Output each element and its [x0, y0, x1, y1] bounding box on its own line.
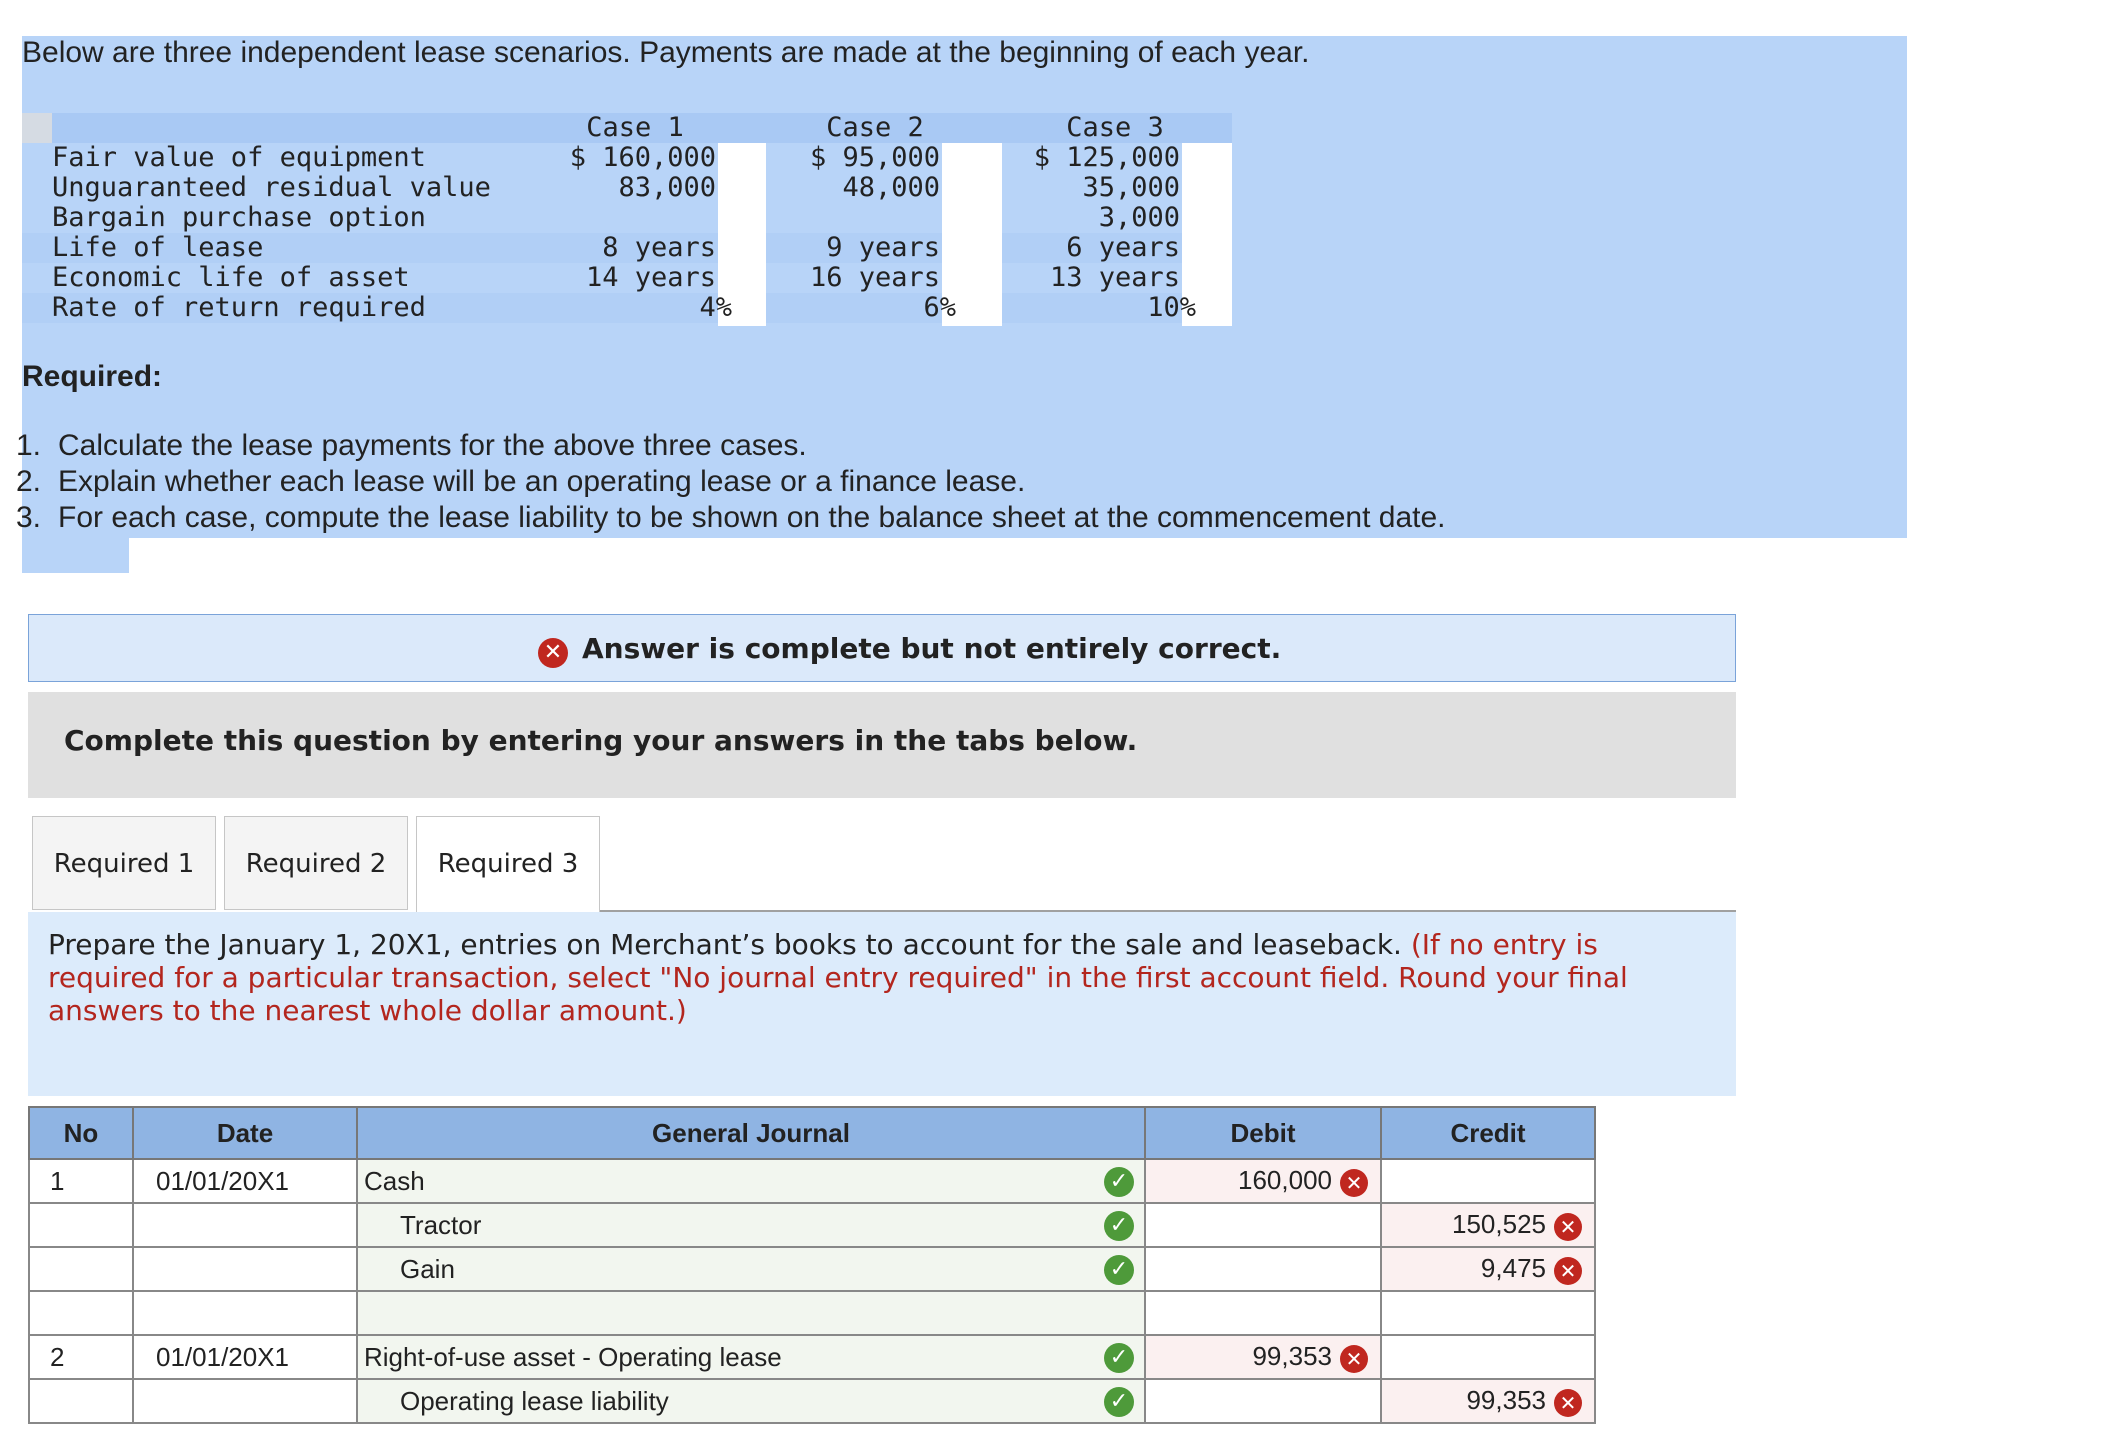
debit-field[interactable] — [1145, 1203, 1381, 1247]
lease-row-value: 14 years — [585, 262, 716, 293]
journal-row — [29, 1335, 1595, 1379]
credit-field[interactable] — [1381, 1203, 1595, 1247]
credit-field-value: 150,525 — [1452, 1209, 1546, 1240]
account-name: Cash — [364, 1165, 425, 1196]
credit-field[interactable] — [1381, 1159, 1595, 1203]
case-header: Case 3 — [1066, 112, 1164, 143]
account-name: Right-of-use asset - Operating lease — [364, 1341, 782, 1372]
required-title: Required: — [22, 360, 163, 393]
required-item-text: For each case, compute the lease liability to be shown on the balance sheet at the commencement date. — [58, 501, 1446, 534]
feedback-message: Answer is complete but not entirely correct. — [582, 632, 1282, 665]
x-circle-icon: ✕ — [1340, 1169, 1368, 1197]
lease-row-value: $ 95,000 — [809, 142, 940, 173]
col-date: Date — [133, 1107, 357, 1159]
journal-table — [28, 1106, 1596, 1424]
entry-date[interactable] — [133, 1203, 357, 1247]
lease-row-value: $ 160,000 — [569, 142, 716, 173]
question-highlight-tail — [22, 538, 129, 573]
required-item — [16, 500, 1488, 536]
lease-row-value: 83,000 — [618, 172, 716, 203]
credit-field[interactable] — [1381, 1379, 1595, 1423]
debit-field-value: 99,353 — [1252, 1341, 1332, 1372]
case-header: Case 1 — [586, 112, 684, 143]
col-debit: Debit — [1145, 1107, 1381, 1159]
entry-date[interactable] — [133, 1291, 357, 1335]
panel-hint: (If no entry is required for a particular transaction, select "No journal entry required" in the first account field. Round your final answers to the nearest whole dollar amount.) — [48, 928, 1628, 1027]
x-circle-icon: ✕ — [538, 638, 568, 668]
debit-field[interactable] — [1145, 1291, 1381, 1335]
account-name: Operating lease liability — [400, 1385, 669, 1416]
debit-field-value: 160,000 — [1238, 1165, 1332, 1196]
credit-field[interactable] — [1381, 1291, 1595, 1335]
debit-field[interactable] — [1145, 1379, 1381, 1423]
tab-required-1[interactable]: Required 1 — [32, 816, 216, 910]
required-item-text: Explain whether each lease will be an operating lease or a finance lease. — [58, 465, 1026, 498]
lease-row-label: Life of lease — [52, 232, 264, 263]
account-field[interactable] — [357, 1335, 1145, 1379]
check-circle-icon: ✓ — [1104, 1211, 1134, 1241]
journal-row — [29, 1379, 1595, 1423]
check-circle-icon: ✓ — [1104, 1343, 1134, 1373]
x-circle-icon: ✕ — [1340, 1345, 1368, 1373]
x-circle-icon: ✕ — [1554, 1257, 1582, 1285]
entry-number — [29, 1291, 133, 1335]
required-item — [16, 428, 1488, 464]
entry-date[interactable] — [133, 1247, 357, 1291]
required-list — [16, 428, 1488, 536]
debit-field[interactable] — [1145, 1335, 1381, 1379]
debit-field[interactable] — [1145, 1247, 1381, 1291]
lease-table-corner — [22, 113, 52, 143]
entry-number — [29, 1247, 133, 1291]
lease-row-value: 8 years — [602, 232, 716, 263]
account-name: Gain — [400, 1253, 455, 1284]
required-item-number: 3. — [16, 501, 42, 534]
lease-row-label: Unguaranteed residual value — [52, 172, 491, 203]
entry-number: 2 — [29, 1335, 133, 1379]
required-item-text: Calculate the lease payments for the above three cases. — [58, 429, 807, 462]
account-field[interactable] — [357, 1291, 1145, 1335]
lease-row-value: 3,000 — [1098, 202, 1180, 233]
account-field[interactable] — [357, 1203, 1145, 1247]
col-credit: Credit — [1381, 1107, 1595, 1159]
entry-date[interactable]: 01/01/20X1 — [133, 1159, 357, 1203]
lease-row-value: 9 years — [826, 232, 940, 263]
credit-field-value: 99,353 — [1466, 1385, 1546, 1416]
required-item-number: 2. — [16, 465, 42, 498]
case-header: Case 2 — [826, 112, 924, 143]
tab-required-2[interactable]: Required 2 — [224, 816, 408, 910]
journal-row — [29, 1247, 1595, 1291]
account-name: Tractor — [400, 1209, 482, 1240]
journal-row — [29, 1291, 1595, 1335]
instruction-text: Complete this question by entering your answers in the tabs below. — [64, 724, 1138, 757]
lease-row-value: 6% — [923, 292, 956, 323]
lease-row-value: 16 years — [809, 262, 940, 293]
lease-row-value: 10% — [1147, 292, 1196, 323]
account-field[interactable] — [357, 1159, 1145, 1203]
journal-row — [29, 1159, 1595, 1203]
required-item — [16, 464, 1488, 500]
account-field[interactable] — [357, 1379, 1145, 1423]
panel-prompt: Prepare the January 1, 20X1, entries on Merchant’s books to account for the sale and leaseback. — [48, 928, 1402, 961]
lease-row-label: Bargain purchase option — [52, 202, 426, 233]
debit-field[interactable] — [1145, 1159, 1381, 1203]
check-circle-icon: ✓ — [1104, 1167, 1134, 1197]
entry-number — [29, 1379, 133, 1423]
lease-row-value: 4% — [699, 292, 732, 323]
lease-row-label: Fair value of equipment — [52, 142, 426, 173]
entry-number — [29, 1203, 133, 1247]
entry-date[interactable] — [133, 1379, 357, 1423]
lease-row-value: 35,000 — [1082, 172, 1180, 203]
question-intro: Below are three independent lease scenarios. Payments are made at the beginning of each year. — [22, 36, 1310, 69]
lease-row-label: Rate of return required — [52, 292, 426, 323]
check-circle-icon: ✓ — [1104, 1255, 1134, 1285]
credit-field[interactable] — [1381, 1247, 1595, 1291]
tab-required-3[interactable]: Required 3 — [416, 816, 600, 912]
entry-date[interactable]: 01/01/20X1 — [133, 1335, 357, 1379]
account-field[interactable] — [357, 1247, 1145, 1291]
x-circle-icon: ✕ — [1554, 1213, 1582, 1241]
journal-row — [29, 1203, 1595, 1247]
credit-field[interactable] — [1381, 1335, 1595, 1379]
check-circle-icon: ✓ — [1104, 1387, 1134, 1417]
x-circle-icon: ✕ — [1554, 1389, 1582, 1417]
required-item-number: 1. — [16, 429, 42, 462]
lease-row-value: $ 125,000 — [1033, 142, 1180, 173]
credit-field-value: 9,475 — [1480, 1253, 1546, 1284]
panel-instructions — [48, 928, 1718, 1027]
lease-row-label: Economic life of asset — [52, 262, 410, 293]
entry-number: 1 — [29, 1159, 133, 1203]
lease-row-value: 13 years — [1049, 262, 1180, 293]
lease-row-value: 48,000 — [842, 172, 940, 203]
col-no: No — [29, 1107, 133, 1159]
col-account: General Journal — [357, 1107, 1145, 1159]
lease-row-value: 6 years — [1066, 232, 1180, 263]
